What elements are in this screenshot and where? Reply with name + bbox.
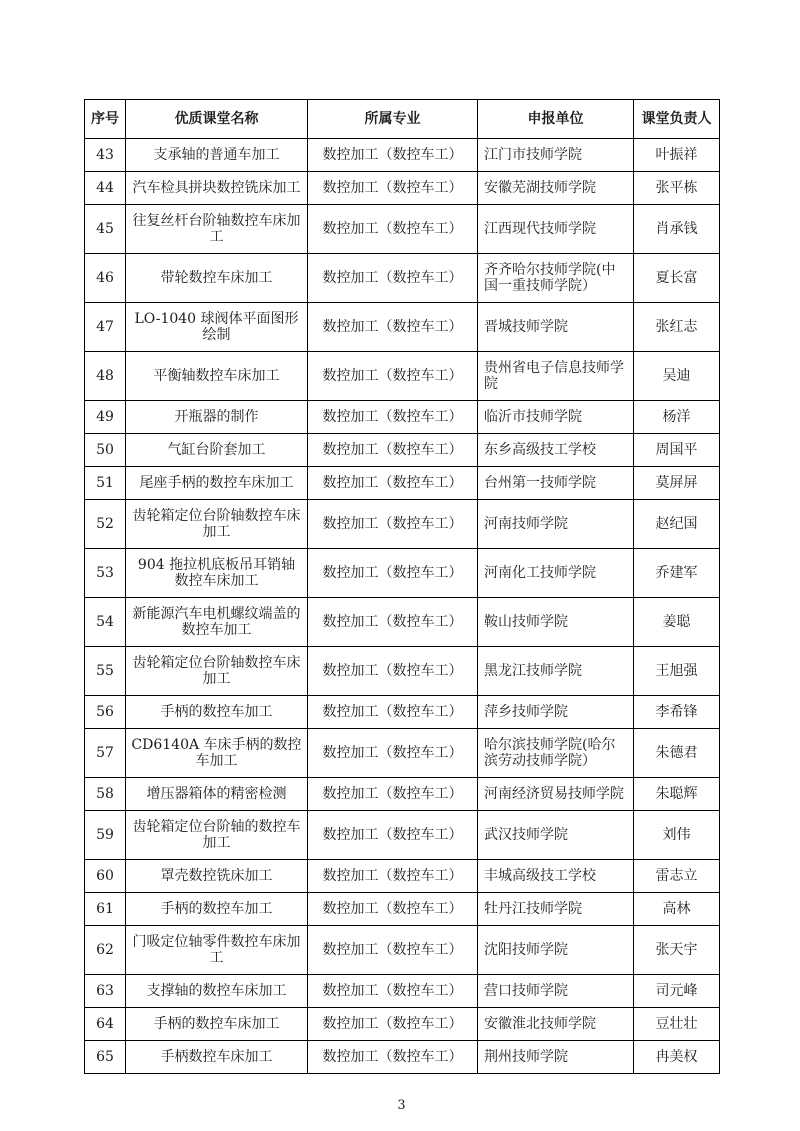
cell-no: 54 — [85, 598, 126, 647]
table-row — [85, 434, 720, 467]
cell-unit: 安徽芜湖技师学院 — [478, 172, 634, 205]
cell-major: 数控加工（数控车工） — [308, 696, 478, 729]
table-row — [85, 139, 720, 172]
cell-name: 新能源汽车电机螺纹端盖的数控车加工 — [126, 598, 308, 647]
table-row — [85, 205, 720, 254]
header-cell-leader: 课堂负责人 — [634, 100, 720, 139]
table-row — [85, 778, 720, 811]
cell-unit: 台州第一技师学院 — [478, 467, 634, 500]
cell-major: 数控加工（数控车工） — [308, 549, 478, 598]
cell-major: 数控加工（数控车工） — [308, 254, 478, 303]
table-row — [85, 893, 720, 926]
cell-leader: 杨洋 — [634, 401, 720, 434]
cell-name: LO-1040 球阀体平面图形绘制 — [126, 303, 308, 352]
table-body — [85, 139, 720, 1074]
cell-no: 56 — [85, 696, 126, 729]
cell-name: 手柄数控车床加工 — [126, 1041, 308, 1074]
cell-no: 52 — [85, 500, 126, 549]
table-row — [85, 467, 720, 500]
cell-leader: 朱德君 — [634, 729, 720, 778]
header-cell-no: 序号 — [85, 100, 126, 139]
cell-unit: 萍乡技师学院 — [478, 696, 634, 729]
cell-no: 49 — [85, 401, 126, 434]
cell-major: 数控加工（数控车工） — [308, 647, 478, 696]
cell-leader: 司元峰 — [634, 975, 720, 1008]
cell-major: 数控加工（数控车工） — [308, 598, 478, 647]
cell-unit: 贵州省电子信息技师学院 — [478, 352, 634, 401]
cell-name: 增压器箱体的精密检测 — [126, 778, 308, 811]
cell-leader: 高林 — [634, 893, 720, 926]
cell-leader: 豆壮壮 — [634, 1008, 720, 1041]
cell-leader: 吴迪 — [634, 352, 720, 401]
cell-major: 数控加工（数控车工） — [308, 926, 478, 975]
page-number: 3 — [397, 1098, 406, 1113]
cell-name: 齿轮箱定位台阶轴的数控车加工 — [126, 811, 308, 860]
cell-name: 开瓶器的制作 — [126, 401, 308, 434]
cell-no: 51 — [85, 467, 126, 500]
table-row — [85, 303, 720, 352]
cell-major: 数控加工（数控车工） — [308, 975, 478, 1008]
cell-unit: 晋城技师学院 — [478, 303, 634, 352]
course-table — [84, 99, 720, 1074]
cell-leader: 肖承钱 — [634, 205, 720, 254]
cell-leader: 夏长富 — [634, 254, 720, 303]
cell-unit: 临沂市技师学院 — [478, 401, 634, 434]
cell-name: 平衡轴数控车床加工 — [126, 352, 308, 401]
table-row — [85, 926, 720, 975]
table-row — [85, 352, 720, 401]
cell-no: 58 — [85, 778, 126, 811]
cell-unit: 牡丹江技师学院 — [478, 893, 634, 926]
table-row — [85, 729, 720, 778]
cell-name: 支撑轴的数控车床加工 — [126, 975, 308, 1008]
header-cell-unit: 申报单位 — [478, 100, 634, 139]
cell-name: 气缸台阶套加工 — [126, 434, 308, 467]
cell-leader: 姜聪 — [634, 598, 720, 647]
cell-no: 48 — [85, 352, 126, 401]
table-row — [85, 254, 720, 303]
cell-unit: 丰城高级技工学校 — [478, 860, 634, 893]
cell-major: 数控加工（数控车工） — [308, 352, 478, 401]
cell-name: 往复丝杆台阶轴数控车床加工 — [126, 205, 308, 254]
cell-name: 手柄的数控车床加工 — [126, 1008, 308, 1041]
cell-leader: 朱聪辉 — [634, 778, 720, 811]
cell-major: 数控加工（数控车工） — [308, 778, 478, 811]
cell-name: 手柄的数控车加工 — [126, 696, 308, 729]
cell-unit: 河南经济贸易技师学院 — [478, 778, 634, 811]
cell-unit: 河南技师学院 — [478, 500, 634, 549]
cell-leader: 刘伟 — [634, 811, 720, 860]
cell-name: 尾座手柄的数控车床加工 — [126, 467, 308, 500]
cell-unit: 安徽淮北技师学院 — [478, 1008, 634, 1041]
table-row — [85, 549, 720, 598]
cell-major: 数控加工（数控车工） — [308, 401, 478, 434]
cell-no: 47 — [85, 303, 126, 352]
cell-leader: 赵纪国 — [634, 500, 720, 549]
cell-leader: 乔建军 — [634, 549, 720, 598]
header-cell-name: 优质课堂名称 — [126, 100, 308, 139]
table-row — [85, 401, 720, 434]
cell-unit: 沈阳技师学院 — [478, 926, 634, 975]
cell-leader: 李希锋 — [634, 696, 720, 729]
cell-major: 数控加工（数控车工） — [308, 860, 478, 893]
table-row — [85, 975, 720, 1008]
cell-major: 数控加工（数控车工） — [308, 811, 478, 860]
cell-major: 数控加工（数控车工） — [308, 303, 478, 352]
cell-no: 50 — [85, 434, 126, 467]
cell-name: 手柄的数控车加工 — [126, 893, 308, 926]
cell-no: 55 — [85, 647, 126, 696]
cell-name: 支承轴的普通车加工 — [126, 139, 308, 172]
cell-leader: 雷志立 — [634, 860, 720, 893]
cell-leader: 叶振祥 — [634, 139, 720, 172]
table-row — [85, 598, 720, 647]
table-row — [85, 172, 720, 205]
cell-no: 60 — [85, 860, 126, 893]
cell-unit: 武汉技师学院 — [478, 811, 634, 860]
cell-unit: 齐齐哈尔技师学院(中国一重技师学院） — [478, 254, 634, 303]
cell-no: 62 — [85, 926, 126, 975]
cell-leader: 张平栋 — [634, 172, 720, 205]
cell-unit: 荆州技师学院 — [478, 1041, 634, 1074]
cell-major: 数控加工（数控车工） — [308, 172, 478, 205]
cell-major: 数控加工（数控车工） — [308, 500, 478, 549]
cell-name: 齿轮箱定位台阶轴数控车床加工 — [126, 500, 308, 549]
cell-no: 57 — [85, 729, 126, 778]
table-row — [85, 1041, 720, 1074]
cell-no: 65 — [85, 1041, 126, 1074]
table-header-row — [85, 100, 720, 139]
cell-unit: 江西现代技师学院 — [478, 205, 634, 254]
cell-major: 数控加工（数控车工） — [308, 729, 478, 778]
cell-name: CD6140A 车床手柄的数控车加工 — [126, 729, 308, 778]
cell-no: 43 — [85, 139, 126, 172]
cell-major: 数控加工（数控车工） — [308, 434, 478, 467]
cell-unit: 东乡高级技工学校 — [478, 434, 634, 467]
cell-unit: 河南化工技师学院 — [478, 549, 634, 598]
cell-major: 数控加工（数控车工） — [308, 1008, 478, 1041]
cell-leader: 莫屏屏 — [634, 467, 720, 500]
cell-unit: 江门市技师学院 — [478, 139, 634, 172]
cell-no: 45 — [85, 205, 126, 254]
cell-major: 数控加工（数控车工） — [308, 467, 478, 500]
cell-major: 数控加工（数控车工） — [308, 893, 478, 926]
cell-unit: 哈尔滨技师学院(哈尔滨劳动技师学院） — [478, 729, 634, 778]
table-row — [85, 647, 720, 696]
cell-leader: 张天宇 — [634, 926, 720, 975]
table-row — [85, 811, 720, 860]
table-row — [85, 860, 720, 893]
header-cell-major: 所属专业 — [308, 100, 478, 139]
cell-no: 44 — [85, 172, 126, 205]
cell-unit: 营口技师学院 — [478, 975, 634, 1008]
cell-major: 数控加工（数控车工） — [308, 205, 478, 254]
cell-no: 64 — [85, 1008, 126, 1041]
cell-name: 罩壳数控铣床加工 — [126, 860, 308, 893]
cell-name: 带轮数控车床加工 — [126, 254, 308, 303]
cell-name: 汽车检具拼块数控铣床加工 — [126, 172, 308, 205]
cell-no: 63 — [85, 975, 126, 1008]
cell-no: 61 — [85, 893, 126, 926]
cell-leader: 张红志 — [634, 303, 720, 352]
cell-name: 门吸定位轴零件数控车床加工 — [126, 926, 308, 975]
cell-name: 904 拖拉机底板吊耳销轴数控车床加工 — [126, 549, 308, 598]
table-row — [85, 696, 720, 729]
cell-major: 数控加工（数控车工） — [308, 1041, 478, 1074]
table-row — [85, 500, 720, 549]
cell-leader: 周国平 — [634, 434, 720, 467]
cell-no: 46 — [85, 254, 126, 303]
cell-unit: 鞍山技师学院 — [478, 598, 634, 647]
cell-no: 53 — [85, 549, 126, 598]
cell-leader: 冉美权 — [634, 1041, 720, 1074]
table-row — [85, 1008, 720, 1041]
cell-major: 数控加工（数控车工） — [308, 139, 478, 172]
cell-leader: 王旭强 — [634, 647, 720, 696]
cell-name: 齿轮箱定位台阶轴数控车床加工 — [126, 647, 308, 696]
cell-no: 59 — [85, 811, 126, 860]
cell-unit: 黑龙江技师学院 — [478, 647, 634, 696]
